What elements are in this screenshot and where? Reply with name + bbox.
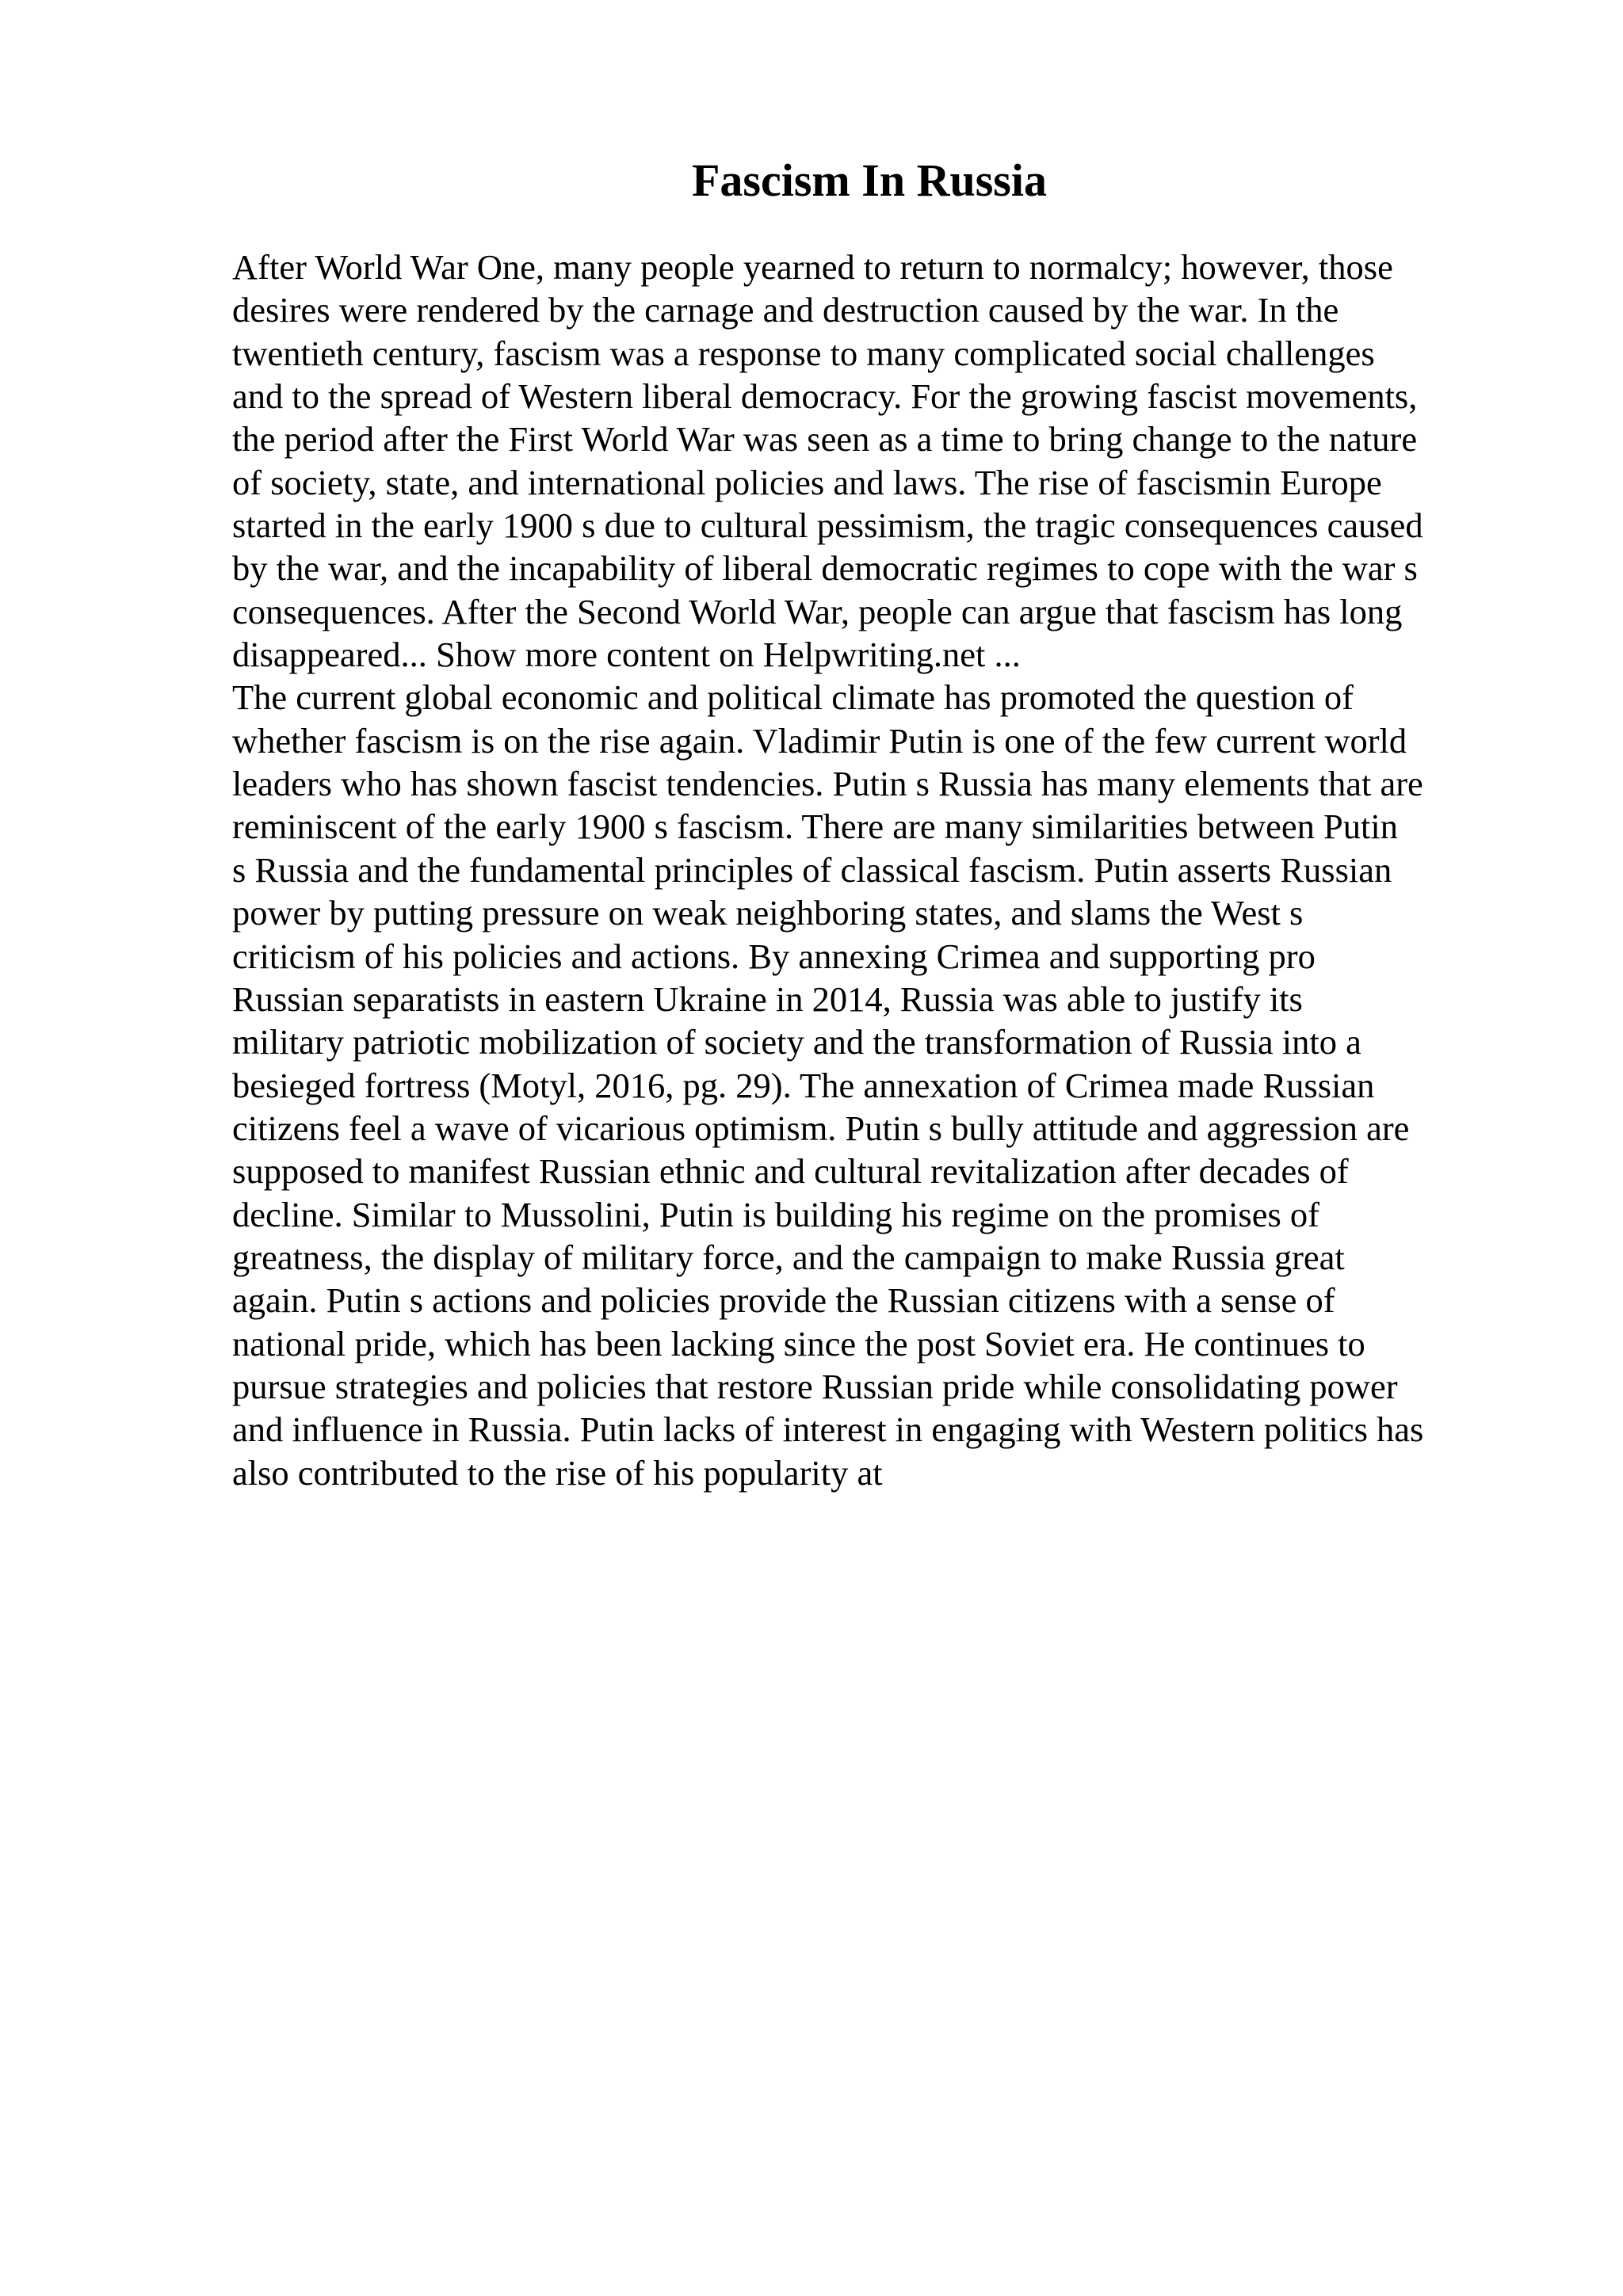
body-line: twentieth century, fascism was a response to many complicated social challenges (232, 333, 1375, 373)
body-line: decline. Similar to Mussolini, Putin is building his regime on the promises of (232, 1194, 1320, 1234)
body-line: and to the spread of Western liberal democracy. For the growing fascist movements, (232, 376, 1418, 417)
body-line: consequences. After the Second World War, people can argue that fascism has long (232, 591, 1403, 631)
body-line: whether fascism is on the rise again. Vladimir Putin is one of the few current world (232, 720, 1407, 761)
body-line: After World War One, many people yearned to return to normalcy; however, those (232, 247, 1393, 287)
document-body (232, 246, 1500, 1494)
body-line: besieged fortress (Motyl, 2016, pg. 29). The annexation of Crimea made Russian (232, 1065, 1375, 1105)
body-line: Russian separatists in eastern Ukraine in 2014, Russia was able to justify its (232, 978, 1303, 1019)
body-line: desires were rendered by the carnage and destruction caused by the war. In the (232, 290, 1339, 330)
body-line: of society, state, and international policies and laws. The rise of fascismin Europe (232, 462, 1382, 502)
body-line: started in the early 1900 s due to cultural pessimism, the tragic consequences caused (232, 505, 1423, 546)
body-line: citizens feel a wave of vicarious optimism. Putin s bully attitude and aggression are (232, 1108, 1410, 1148)
body-line: leaders who has shown fascist tendencies. Putin s Russia has many elements that are (232, 764, 1423, 804)
body-line: pursue strategies and policies that restore Russian pride while consolidating power (232, 1366, 1398, 1406)
body-line: greatness, the display of military force, and the campaign to make Russia great (232, 1237, 1345, 1277)
body-line: supposed to manifest Russian ethnic and cultural revitalization after decades of (232, 1151, 1349, 1192)
body-line: power by putting pressure on weak neighboring states, and slams the West s (232, 893, 1304, 933)
body-line: disappeared... Show more content on Helpwriting.net ... (232, 635, 1021, 675)
body-line: s Russia and the fundamental principles of classical fascism. Putin asserts Russian (232, 849, 1392, 890)
body-line: The current global economic and political climate has promoted the question of (232, 677, 1354, 718)
document-title: Fascism In Russia (692, 154, 1047, 206)
body-line: the period after the First World War was seen as a time to bring change to the nature (232, 419, 1418, 460)
body-line: criticism of his policies and actions. By annexing Crimea and supporting pro (232, 936, 1316, 976)
body-line: reminiscent of the early 1900 s fascism. There are many similarities between Putin (232, 807, 1398, 847)
body-line: also contributed to the rise of his popularity at (232, 1452, 883, 1493)
body-line: again. Putin s actions and policies provide the Russian citizens with a sense of (232, 1280, 1335, 1321)
body-line: and influence in Russia. Putin lacks of interest in engaging with Western politics has (232, 1409, 1424, 1450)
body-line: national pride, which has been lacking since the post Soviet era. He continues to (232, 1323, 1365, 1363)
body-line: by the war, and the incapability of liberal democratic regimes to cope with the war s (232, 548, 1418, 589)
body-line: military patriotic mobilization of society and the transformation of Russia into a (232, 1022, 1361, 1062)
